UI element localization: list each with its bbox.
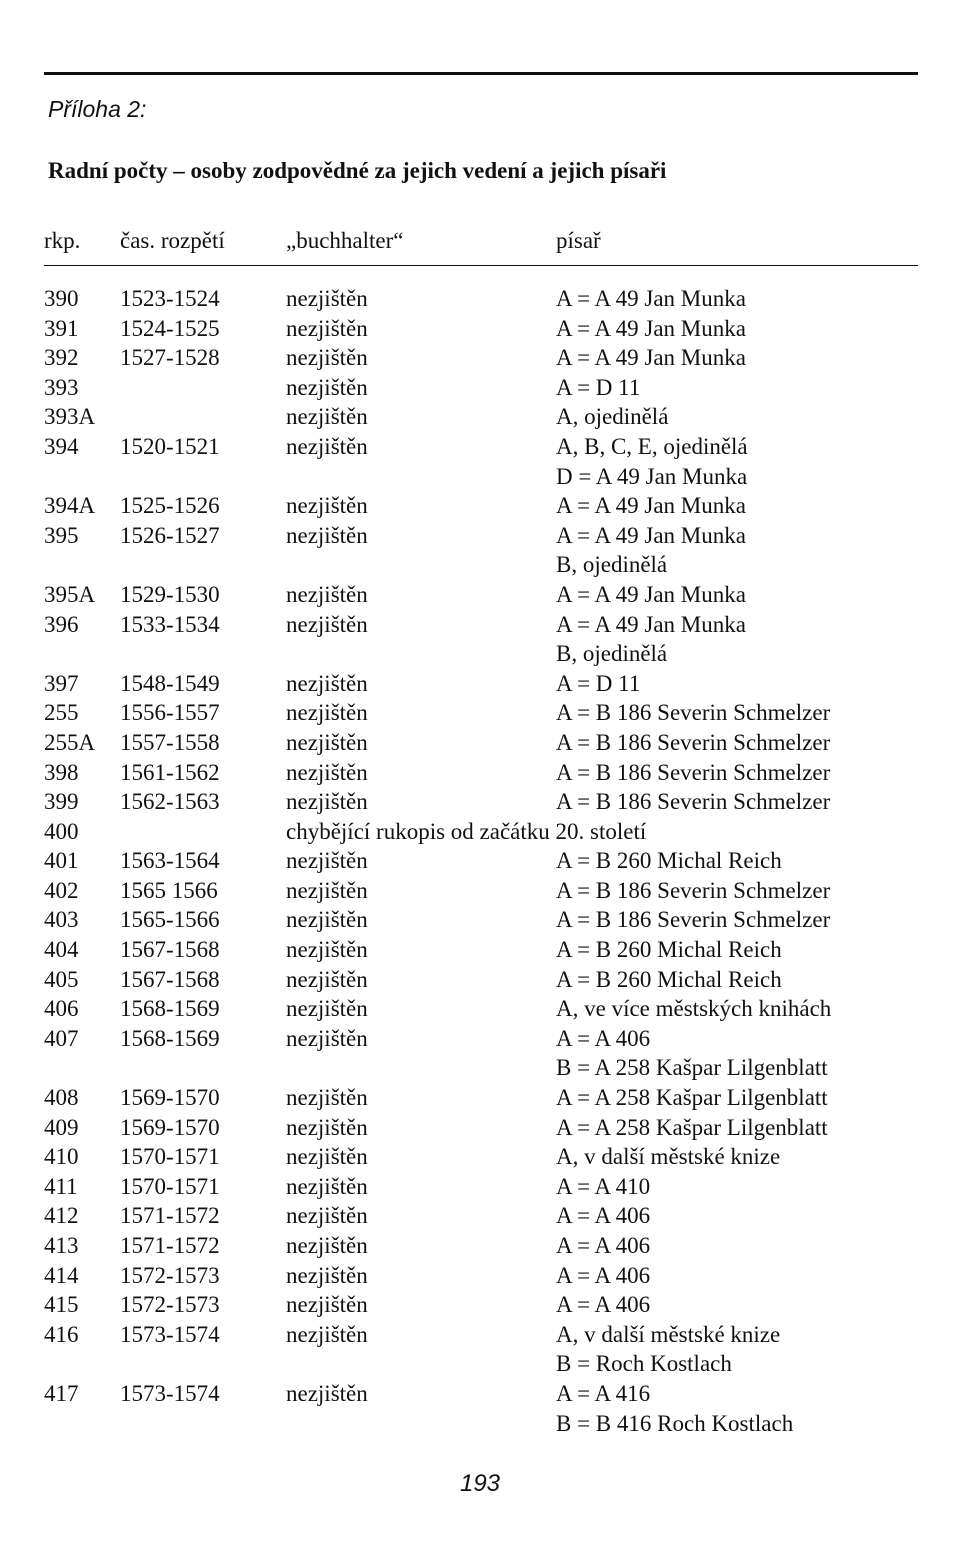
cell-span: 1520-1521	[120, 433, 220, 459]
table-row	[0, 345, 960, 375]
cell-scribe: A = A 406	[556, 1292, 651, 1318]
table-row	[0, 434, 960, 464]
cell-buchhalter: nezjištěn	[286, 996, 368, 1022]
cell-buchhalter: nezjištěn	[286, 670, 368, 696]
cell-buchhalter: nezjištěn	[286, 789, 368, 815]
cell-span: 1572-1573	[120, 1262, 220, 1288]
page-number: 193	[459, 1470, 501, 1497]
cell-buchhalter: nezjištěn	[286, 493, 368, 519]
cell-buchhalter: nezjištěn	[286, 759, 368, 785]
cell-span: 1570-1571	[120, 1173, 220, 1199]
table-row	[0, 1115, 960, 1145]
table-row	[0, 937, 960, 967]
cell-buchhalter: nezjištěn	[286, 729, 368, 755]
manuscript-table	[0, 286, 960, 1440]
cell-buchhalter: nezjištěn	[286, 1380, 368, 1406]
table-row	[0, 464, 960, 494]
cell-buchhalter: nezjištěn	[286, 1321, 368, 1347]
cell-scribe: A = B 186 Severin Schmelzer	[556, 759, 831, 785]
table-row	[0, 1203, 960, 1233]
cell-rkp: 403	[44, 907, 79, 933]
cell-scribe: A = D 11	[556, 374, 641, 400]
table-row	[0, 1055, 960, 1085]
cell-buchhalter: nezjištěn	[286, 1292, 368, 1318]
cell-scribe: A = B 260 Michal Reich	[556, 937, 782, 963]
cell-buchhalter: nezjištěn	[286, 1025, 368, 1051]
cell-rkp: 391	[44, 315, 79, 341]
table-row	[0, 375, 960, 405]
cell-scribe: B, ojedinělá	[556, 552, 668, 578]
cell-rkp: 396	[44, 611, 79, 637]
cell-span: 1569-1570	[120, 1114, 220, 1140]
table-row	[0, 1351, 960, 1381]
cell-rkp: 397	[44, 670, 79, 696]
table-row	[0, 316, 960, 346]
cell-rkp: 405	[44, 966, 79, 992]
cell-rkp: 394A	[44, 493, 96, 519]
cell-span: 1525-1526	[120, 493, 220, 519]
table-row	[0, 1292, 960, 1322]
cell-scribe: A = D 11	[556, 670, 641, 696]
cell-span: 1572-1573	[120, 1292, 220, 1318]
cell-scribe: A = A 406	[556, 1025, 651, 1051]
cell-scribe: A, v další městské knize	[556, 1321, 781, 1347]
cell-buchhalter: nezjištěn	[286, 611, 368, 637]
cell-scribe: A, v další městské knize	[556, 1144, 781, 1170]
cell-scribe: A = A 410	[556, 1173, 651, 1199]
cell-rkp: 415	[44, 1292, 79, 1318]
cell-buchhalter: nezjištěn	[286, 286, 368, 311]
cell-rkp: 409	[44, 1114, 79, 1140]
cell-scribe: A = A 416	[556, 1380, 651, 1406]
cell-span: 1570-1571	[120, 1144, 220, 1170]
column-header-rkp: rkp.	[44, 228, 81, 253]
cell-buchhalter: nezjištěn	[286, 1085, 368, 1111]
cell-span: 1571-1572	[120, 1203, 220, 1229]
cell-scribe: A = A 49 Jan Munka	[556, 286, 746, 311]
cell-buchhalter: nezjištěn	[286, 433, 368, 459]
header-rule	[44, 265, 918, 266]
cell-span: 1533-1534	[120, 611, 220, 637]
table-row	[0, 700, 960, 730]
table-row	[0, 286, 960, 316]
cell-scribe: A = A 49 Jan Munka	[556, 315, 746, 341]
cell-span: 1567-1568	[120, 937, 220, 963]
table-row	[0, 552, 960, 582]
cell-scribe: A = A 49 Jan Munka	[556, 581, 746, 607]
cell-rkp: 393A	[44, 404, 96, 430]
table-row	[0, 730, 960, 760]
cell-buchhalter: nezjištěn	[286, 345, 368, 371]
cell-rkp: 395A	[44, 581, 96, 607]
cell-buchhalter: nezjištěn	[286, 1173, 368, 1199]
cell-buchhalter: nezjištěn	[286, 374, 368, 400]
table-row	[0, 1381, 960, 1411]
cell-rkp: 398	[44, 759, 79, 785]
cell-span: 1569-1570	[120, 1085, 220, 1111]
cell-buchhalter: nezjištěn	[286, 1144, 368, 1170]
cell-buchhalter: nezjištěn	[286, 1233, 368, 1258]
cell-buchhalter: nezjištěn	[286, 966, 368, 992]
top-rule	[44, 72, 918, 75]
cell-rkp: 400	[44, 818, 79, 844]
cell-span: 1562-1563	[120, 789, 220, 815]
table-row	[0, 671, 960, 701]
cell-span: 1567-1568	[120, 966, 220, 992]
cell-rkp: 417	[44, 1380, 79, 1406]
cell-span: 1565 1566	[120, 877, 218, 903]
cell-span: 1568-1569	[120, 996, 220, 1022]
cell-span: 1524-1525	[120, 315, 220, 341]
table-row	[0, 612, 960, 642]
cell-span: 1556-1557	[120, 700, 220, 726]
cell-rkp: 416	[44, 1321, 79, 1347]
cell-buchhalter: nezjištěn	[286, 877, 368, 903]
cell-rkp: 407	[44, 1025, 79, 1051]
cell-scribe: A = B 186 Severin Schmelzer	[556, 907, 831, 933]
cell-buchhalter: nezjištěn	[286, 1262, 368, 1288]
cell-scribe: A = A 49 Jan Munka	[556, 522, 746, 548]
cell-rkp: 406	[44, 996, 79, 1022]
cell-span: 1565-1566	[120, 907, 220, 933]
cell-scribe: A = B 260 Michal Reich	[556, 966, 782, 992]
table-row	[0, 1174, 960, 1204]
table-row	[0, 582, 960, 612]
cell-rkp: 255A	[44, 729, 96, 755]
table-row	[0, 523, 960, 553]
table-row	[0, 760, 960, 790]
table-row	[0, 1411, 960, 1441]
cell-scribe: A = A 406	[556, 1262, 651, 1288]
cell-scribe: B = A 258 Kašpar Lilgenblatt	[556, 1055, 828, 1081]
cell-rkp: 402	[44, 877, 79, 903]
cell-rkp: 410	[44, 1144, 79, 1170]
cell-buchhalter: nezjištěn	[286, 848, 368, 874]
cell-scribe: A = A 406	[556, 1233, 651, 1258]
cell-buchhalter: nezjištěn	[286, 315, 368, 341]
cell-buchhalter: nezjištěn	[286, 522, 368, 548]
cell-scribe: A = B 186 Severin Schmelzer	[556, 700, 831, 726]
cell-buchhalter: nezjištěn	[286, 1203, 368, 1229]
table-row	[0, 641, 960, 671]
cell-span: 1527-1528	[120, 345, 220, 371]
cell-scribe: A = A 49 Jan Munka	[556, 345, 746, 371]
cell-rkp: 408	[44, 1085, 79, 1111]
cell-rkp: 394	[44, 433, 79, 459]
table-row	[0, 878, 960, 908]
cell-scribe: A = A 258 Kašpar Lilgenblatt	[556, 1085, 828, 1111]
table-row	[0, 1144, 960, 1174]
cell-scribe: B, ojedinělá	[556, 641, 668, 667]
cell-buchhalter: nezjištěn	[286, 1114, 368, 1140]
cell-scribe: A = B 186 Severin Schmelzer	[556, 729, 831, 755]
cell-span: 1561-1562	[120, 759, 220, 785]
column-header-scribe: písař	[556, 228, 601, 253]
table-row	[0, 967, 960, 997]
cell-rkp: 395	[44, 522, 79, 548]
cell-buchhalter: nezjištěn	[286, 937, 368, 963]
cell-scribe: A = B 260 Michal Reich	[556, 848, 782, 874]
table-row	[0, 1322, 960, 1352]
cell-scribe: A = B 186 Severin Schmelzer	[556, 789, 831, 815]
cell-span: 1573-1574	[120, 1321, 220, 1347]
cell-span: 1563-1564	[120, 848, 220, 874]
cell-span: 1548-1549	[120, 670, 220, 696]
cell-scribe: A = A 49 Jan Munka	[556, 611, 746, 637]
cell-rkp: 255	[44, 700, 79, 726]
cell-scribe: A = B 186 Severin Schmelzer	[556, 877, 831, 903]
cell-rkp: 401	[44, 848, 79, 874]
cell-buchhalter: nezjištěn	[286, 907, 368, 933]
cell-span: 1529-1530	[120, 581, 220, 607]
cell-buchhalter: nezjištěn	[286, 404, 368, 430]
cell-span: 1523-1524	[120, 286, 220, 311]
cell-span: 1568-1569	[120, 1025, 220, 1051]
table-row	[0, 848, 960, 878]
cell-scribe: B = Roch Kostlach	[556, 1351, 732, 1377]
table-row	[0, 1085, 960, 1115]
cell-rkp: 399	[44, 789, 79, 815]
cell-scribe: A = A 49 Jan Munka	[556, 493, 746, 519]
cell-buchhalter: chybějící rukopis od začátku 20. století	[286, 818, 647, 844]
cell-span: 1526-1527	[120, 522, 220, 548]
cell-rkp: 411	[44, 1173, 78, 1199]
cell-span: 1573-1574	[120, 1380, 220, 1406]
cell-scribe: B = B 416 Roch Kostlach	[556, 1410, 794, 1436]
cell-span: 1571-1572	[120, 1233, 220, 1258]
cell-scribe: A = A 406	[556, 1203, 651, 1229]
table-row	[0, 907, 960, 937]
table-row	[0, 1233, 960, 1263]
cell-scribe: A = A 258 Kašpar Lilgenblatt	[556, 1114, 828, 1140]
cell-rkp: 404	[44, 937, 79, 963]
table-row	[0, 1026, 960, 1056]
cell-buchhalter: nezjištěn	[286, 581, 368, 607]
cell-span: 1557-1558	[120, 729, 220, 755]
cell-rkp: 390	[44, 286, 79, 311]
cell-rkp: 412	[44, 1203, 79, 1229]
cell-buchhalter: nezjištěn	[286, 700, 368, 726]
cell-rkp: 413	[44, 1233, 79, 1258]
cell-rkp: 393	[44, 374, 79, 400]
table-row	[0, 789, 960, 819]
cell-scribe: A, B, C, E, ojedinělá	[556, 433, 748, 459]
cell-scribe: A, ojedinělá	[556, 404, 669, 430]
column-header-span: čas. rozpětí	[120, 228, 225, 253]
table-row	[0, 1263, 960, 1293]
cell-scribe: D = A 49 Jan Munka	[556, 463, 748, 489]
cell-rkp: 414	[44, 1262, 79, 1288]
column-header-buchhalter: „buchhalter“	[286, 228, 404, 253]
table-row	[0, 996, 960, 1026]
cell-rkp: 392	[44, 345, 79, 371]
table-row	[0, 404, 960, 434]
table-row	[0, 819, 960, 849]
appendix-label: Příloha 2:	[48, 96, 147, 122]
page-title: Radní počty – osoby zodpovědné za jejich vedení a jejich písaři	[48, 158, 667, 183]
table-row	[0, 493, 960, 523]
cell-scribe: A, ve více městských knihách	[556, 996, 832, 1022]
